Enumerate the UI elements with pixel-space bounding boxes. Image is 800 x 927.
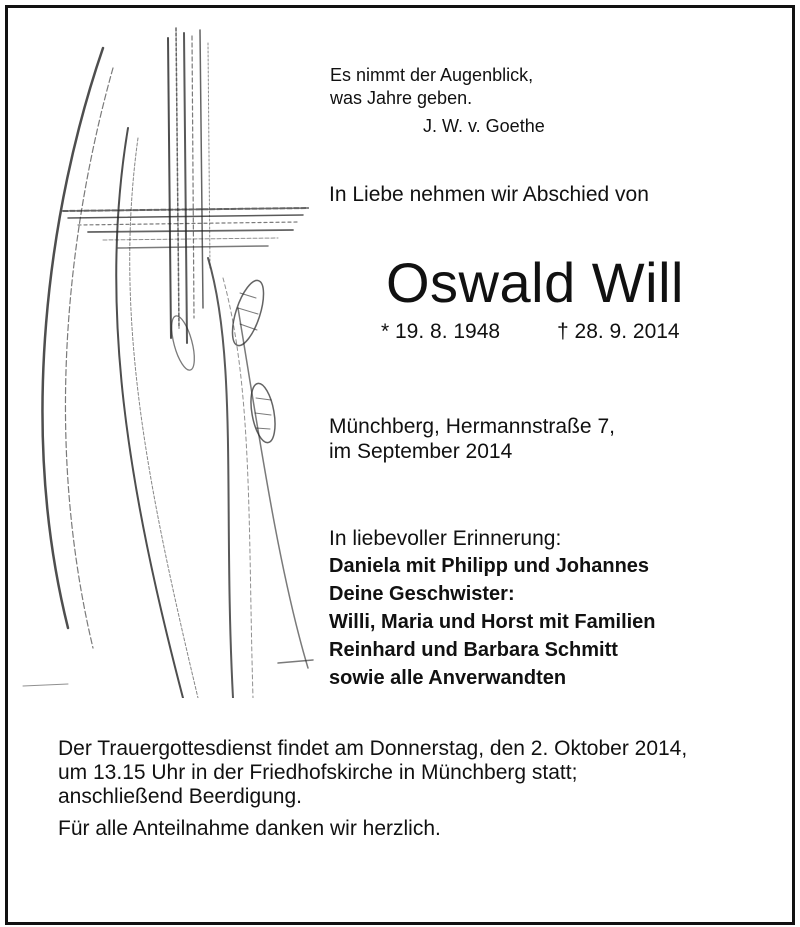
family-line: Daniela mit Philipp und Johannes [329, 555, 650, 577]
family-list [329, 552, 656, 692]
quote-line-1: Es nimmt der Augenblick, [330, 65, 534, 85]
goethe-quote [330, 64, 533, 110]
family-line: Reinhard und Barbara Schmitt [329, 639, 618, 661]
death-date: † 28. 9. 2014 [557, 320, 680, 343]
service-line-1: Der Trauergottesdienst findet am Donnerstag, den 2. Oktober 2014, [58, 737, 688, 760]
service-line-3: anschließend Beerdigung. [58, 785, 303, 808]
cross-wheat-sketch-icon [8, 8, 328, 698]
quote-author: J. W. v. Goethe [423, 116, 545, 136]
place-line-1: Münchberg, Hermannstraße 7, [329, 415, 615, 438]
service-line-2: um 13.15 Uhr in der Friedhofskirche in Münchberg statt; [58, 761, 578, 784]
family-line: Deine Geschwister: [329, 583, 515, 605]
family-line: Willi, Maria und Horst mit Familien [329, 611, 656, 633]
place-date [329, 414, 615, 464]
deceased-name: Oswald Will [386, 251, 684, 314]
intro-text: In Liebe nehmen wir Abschied von [329, 183, 649, 206]
memory-label: In liebevoller Erinnerung: [329, 527, 562, 550]
family-line: sowie alle Anverwandten [329, 667, 567, 689]
place-line-2: im September 2014 [329, 440, 513, 463]
thanks-text: Für alle Anteilnahme danken wir herzlich. [58, 817, 441, 840]
service-info [58, 737, 687, 809]
birth-date: * 19. 8. 1948 [381, 320, 501, 343]
quote-line-2: was Jahre geben. [330, 88, 473, 108]
